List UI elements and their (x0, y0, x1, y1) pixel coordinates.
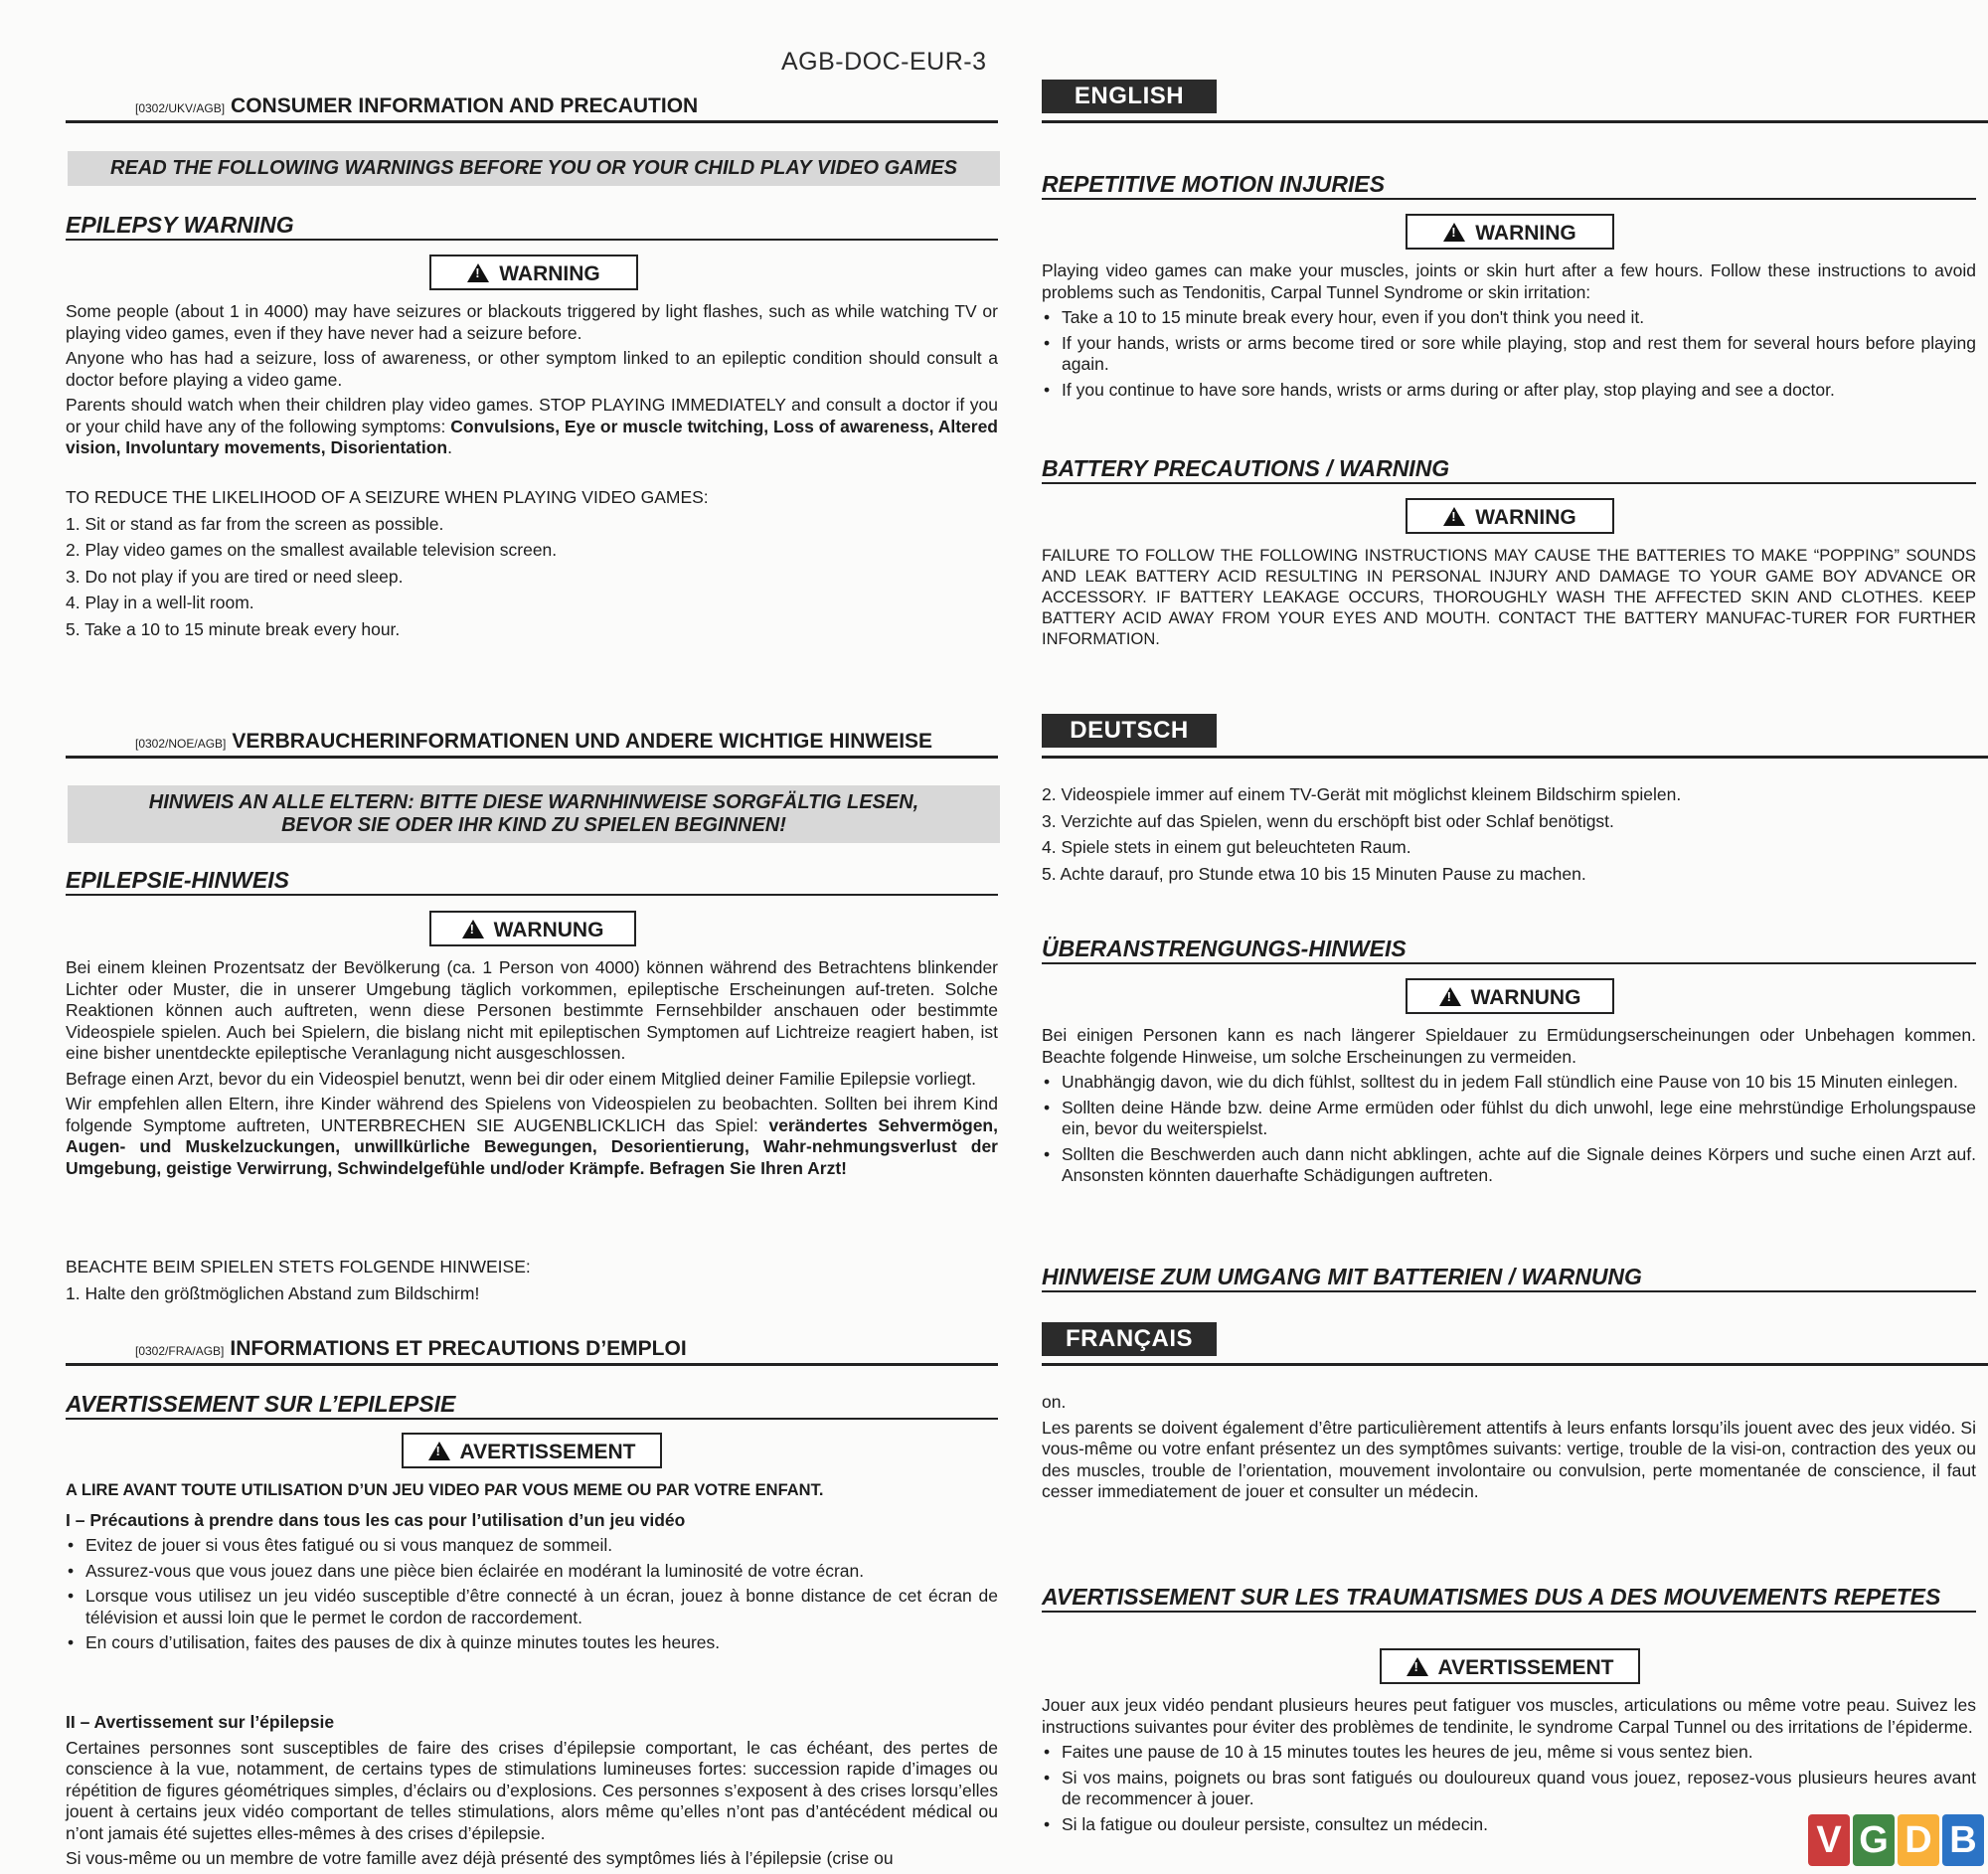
english-language-tag: ENGLISH (1042, 80, 1217, 113)
deutsch-epilepsy-text (66, 957, 998, 1183)
lire-avant-notice: A LIRE AVANT TOUTE UTILISATION D’UN JEU VIDEO PAR VOUS MEME OU PAR VOTRE ENFANT. (66, 1481, 824, 1499)
english-warning-banner: READ THE FOLLOWING WARNINGS BEFORE YOU OR YOUR CHILD PLAY VIDEO GAMES (68, 151, 1000, 186)
english-section-code: [0302/UKV/AGB] (135, 101, 226, 115)
francais-section-header (135, 1337, 687, 1361)
deutsch-section-header (135, 730, 932, 754)
traumatismes-avertissement-box (1380, 1648, 1640, 1684)
list-item: 5. Take a 10 to 15 minute break every hour. (66, 618, 401, 639)
strain-warnung-box (1406, 978, 1614, 1014)
list-item: • Evitez de jouer si vous êtes fatigué ou si vous manquez de sommeil. (66, 1535, 998, 1557)
english-section-title: CONSUMER INFORMATION AND PRECAUTION (231, 94, 699, 117)
warning-label: WARNING (499, 262, 600, 285)
watermark-letter: V (1808, 1814, 1850, 1866)
symptom-intro: Parents should watch when their children play video games. STOP PLAYING IMMEDIATELY and consult a doctor if you or your child have any of the following symptoms: (66, 395, 998, 436)
rmi-intro: Playing video games can make your muscles, joints or skin hurt after a few hours. Follow these instructions to avoid problems such as Tendonitis, Carpal Tunnel Syndrome or skin irritation: (1042, 260, 1976, 302)
deutsch-section-code: [0302/NOE/AGB] (135, 737, 227, 751)
strain-list (1042, 1072, 1976, 1187)
batterien-title: HINWEISE ZUM UMGANG MIT BATTERIEN / WARNUNG (1042, 1265, 1976, 1292)
seizure-reduction-heading: TO REDUCE THE LIKELIHOOD OF A SEIZURE WHEN PLAYING VIDEO GAMES: (66, 487, 709, 507)
part2-block (66, 1712, 998, 1874)
warning-icon (1443, 223, 1465, 242)
warning-icon (1407, 1657, 1428, 1676)
list-item: 3. Do not play if you are tired or need sleep. (66, 566, 404, 587)
english-tag-rule (1042, 120, 1988, 123)
symptom-list: Convulsions, Eye or muscle twitching, Loss of awareness, Altered vision, Involuntary movements, Disorientation (66, 416, 998, 457)
english-section-header (135, 94, 698, 118)
francais-right-text (1042, 1392, 1976, 1507)
francais-section-code: [0302/FRA/AGB] (135, 1344, 225, 1358)
continued-fragment: on. (1042, 1392, 1067, 1412)
francais-language-tag: FRANÇAIS (1042, 1322, 1217, 1356)
part1-title: I – Précautions à prendre dans tous les cas pour l’utilisation d’un jeu vidéo (66, 1509, 686, 1530)
epilepsie-warnung-box (429, 911, 636, 946)
seizure-reduction-list (66, 514, 998, 641)
list-item: 2. Play video games on the smallest available television screen. (66, 540, 558, 560)
beachte-heading: BEACHTE BEIM SPIELEN STETS FOLGENDE HINWEISE: (66, 1257, 531, 1277)
traumatismes-title: AVERTISSEMENT SUR LES TRAUMATISMES DUS A DES MOUVEMENTS REPETES (1042, 1585, 1976, 1613)
watermark-letter: G (1853, 1814, 1895, 1866)
avertissement-epilepsie-title: AVERTISSEMENT SUR L’EPILEPSIE (66, 1392, 998, 1420)
warning-icon (428, 1442, 450, 1460)
list-item: 1. Halte den größtmöglichen Abstand zum Bildschirm! (66, 1282, 480, 1303)
list-item: • Assurez-vous que vous jouez dans une pièce bien éclairée en modérant la luminosité de votre écran. (66, 1561, 998, 1583)
list-item: 4. Play in a well-lit room. (66, 593, 254, 612)
symptom-intro: Wir empfehlen allen Eltern, ihre Kinder während des Spielens von Videospielen zu beobachten. Sollten bei ihrem Kind folgende Symptome auftreten, UNTERBRECHEN SIE AUGENBLICKLICH das Spiel: (66, 1094, 998, 1135)
deutsch-tag-rule (1042, 756, 1988, 759)
list-item: • Take a 10 to 15 minute break every hour, even if you don't think you need it. (1042, 307, 1976, 329)
list-item: 4. Spiele stets in einem gut beleuchteten Raum. (1042, 837, 1411, 857)
list-item: • Unabhängig davon, wie du dich fühlst, solltest du in jedem Fall stündlich eine Pause von 10 bis 15 Minuten einlegen. (1042, 1072, 1976, 1094)
avertissement-box (402, 1433, 662, 1468)
battery-warning-box (1406, 498, 1614, 534)
beachte-list (66, 1283, 998, 1305)
warning-label: WARNING (1475, 506, 1576, 529)
banner-line: HINWEIS AN ALLE ELTERN: BITTE DIESE WARNHINWEISE SORGFÄLTIG LESEN, (148, 791, 919, 813)
beachte-list-continued (1042, 784, 1976, 890)
list-item: • If you continue to have sore hands, wrists or arms during or after play, stop playing and see a doctor. (1042, 380, 1976, 402)
part1-list (66, 1535, 998, 1654)
warning-label: AVERTISSEMENT (1437, 1656, 1614, 1679)
battery-precautions-title: BATTERY PRECAUTIONS / WARNING (1042, 456, 1976, 484)
warning-icon (1443, 507, 1465, 526)
warning-icon (1439, 987, 1461, 1006)
watermark-letter: D (1898, 1814, 1939, 1866)
warning-label: AVERTISSEMENT (459, 1441, 636, 1463)
watermark-letter: B (1942, 1814, 1984, 1866)
beachte-block (66, 1257, 998, 1309)
part2-cut-line: Si vous-même ou un membre de votre famille avez déjà présenté des symptômes liés à l’épilepsie (crise ou (66, 1848, 894, 1868)
strain-intro: Bei einigen Personen kann es nach längerer Spieldauer zu Ermüdungserscheinungen oder Unbehagen kommen. Beachte folgende Hinweise, um solche Erscheinungen zu vermeiden. (1042, 1025, 1976, 1067)
seizure-reduction-block (66, 487, 998, 645)
rmi-warning-box (1406, 214, 1614, 250)
francais-header-rule (66, 1363, 998, 1366)
list-item: • Si la fatigue ou douleur persiste, consultez un médecin. (1042, 1814, 1976, 1836)
list-item: 2. Videospiele immer auf einem TV-Gerät mit möglichst kleinem Bildschirm spielen. (1042, 784, 1682, 804)
warning-label: WARNUNG (493, 919, 604, 941)
vgdb-watermark-logo (1808, 1814, 1984, 1866)
list-item: • Si vos mains, poignets ou bras sont fatigués ou douloureux quand vous jouez, reposez-vous plusieurs heures avant de recommencer à jouer. (1042, 1768, 1976, 1810)
symptom-list: verändertes Sehvermögen, Augen- und Muskelzuckungen, unwillkürliche Bewegungen, Desorientierung, Wahr-nehmungsverlust der Umgebung, geistige Verwirrung, Schwindelgefühle und/oder Krämpfe. Befragen Sie Ihren Arzt! (66, 1114, 998, 1178)
list-item: • En cours d’utilisation, faites des pauses de dix à quinze minutes toutes les heures. (66, 1632, 998, 1654)
parents-paragraph: Les parents se doivent également d’être particulièrement attentifs à leurs enfants lorsqu’ils jouent avec des jeux vidéo. Si vous-même ou votre enfant présentez un des symptômes suivants: vertige, trouble de la visi-on, contraction des yeux ou des muscles, trouble de l’orientation, mouvement involontaire ou convulsion, perte momentanée de conscience, il faut cesser immediatement de jouer et consulter un médecin. (1042, 1417, 1976, 1501)
part2-title: II – Avertissement sur l’épilepsie (66, 1712, 335, 1732)
list-item: 3. Verzichte auf das Spielen, wenn du erschöpft bist oder Schlaf benötigst. (1042, 810, 1614, 831)
deutsch-warning-banner (68, 785, 1000, 843)
banner-line: BEVOR SIE ODER IHR KIND ZU SPIELEN BEGINNEN! (281, 814, 786, 836)
rmi-text (1042, 260, 1976, 405)
list-item: 1. Sit or stand as far from the screen as possible. (66, 513, 444, 534)
warning-icon (467, 263, 489, 282)
francais-epilepsy-text (66, 1480, 998, 1658)
list-item: • Sollten die Beschwerden auch dann nicht abklingen, achte auf die Signale deines Körpers und suche einen Arzt auf. Ansonsten könnten dauerhafte Schädigungen auftreten. (1042, 1144, 1976, 1187)
epilepsy-paragraph: Some people (about 1 in 4000) may have seizures or blackouts triggered by light flashes, such as while watching TV or playing video games, even if they have never had a seizure before. (66, 301, 998, 343)
rmi-list (1042, 307, 1976, 401)
list-item: • If your hands, wrists or arms become tired or sore while playing, stop and rest them for several hours before playing again. (1042, 333, 1976, 376)
epilepsy-paragraph: Bei einem kleinen Prozentsatz der Bevölkerung (ca. 1 Person von 4000) können während des Betrachtens blinkender Lichter oder Muster, die in unserer Umgebung täglich vorkommen, epileptische Erscheinungen auf-treten. Solche Reaktionen können auch auftreten, wenn diese Personen bestimmte Fernsehbilder anschauen oder bestimmte Videospiele spielen. Auch bei Spielern, die bislang nicht mit epileptischen Symptomen auf Lichtreize reagiert haben, ist eine bisher unentdeckte epileptische Veranlagung nicht ausgeschlossen. (66, 957, 998, 1063)
francais-section-title: INFORMATIONS ET PRECAUTIONS D’EMPLOI (230, 1337, 687, 1360)
epilepsy-paragraph (66, 1094, 998, 1179)
ueberanstrengungs-title: ÜBERANSTRENGUNGS-HINWEIS (1042, 937, 1976, 964)
english-header-rule (66, 120, 998, 123)
epilepsy-paragraph: Befrage einen Arzt, bevor du ein Videospiel benutzt, wenn bei dir oder einem Mitglied deiner Familie Epilepsie vorliegt. (66, 1068, 977, 1089)
part2-text: Certaines personnes sont susceptibles de faire des crises d’épilepsie comportant, le cas échéant, des pertes de conscience à la vue, notamment, de certains types de stimulations lumineuses fortes: succession rapide d’images ou répétition de figures géométriques simples, d’éclairs ou d’explosions. Ces personnes s’exposent à des crises lorsqu’elles jouent à certains jeux vidéo comportant de telles stimulations, alors même qu’elles n’ont pas d’antécédent médical ou n’ont jamais été sujettes elles-mêmes à des crises d’épilepsie. (66, 1737, 998, 1843)
english-epilepsy-text (66, 301, 998, 463)
strain-text (1042, 1025, 1976, 1191)
deutsch-header-rule (66, 756, 998, 759)
epilepsie-hinweis-title: EPILEPSIE-HINWEIS (66, 868, 998, 896)
list-item: • Faites une pause de 10 à 15 minutes toutes les heures de jeu, même si vous sentez bien. (1042, 1742, 1976, 1764)
warning-label: WARNING (1475, 222, 1576, 245)
warning-icon (462, 920, 484, 938)
epilepsy-warning-title: EPILEPSY WARNING (66, 213, 998, 241)
deutsch-language-tag: DEUTSCH (1042, 714, 1217, 748)
battery-warning-text: FAILURE TO FOLLOW THE FOLLOWING INSTRUCTIONS MAY CAUSE THE BATTERIES TO MAKE “POPPING” SOUNDS AND LEAK BATTERY ACID RESULTING IN PERSONAL INJURY AND DAMAGE TO YOUR GAME BOY ADVANCE OR ACCESSORY. IF BATTERY LEAKAGE OCCURS, THOROUGHLY WASH THE AFFECTED SKIN AND CLOTHES. KEEP BATTERY ACID AWAY FROM YOUR EYES AND MOUTH. CONTACT THE BATTERY MANUFAC-TURER FOR FURTHER INFORMATION. (1042, 547, 1976, 648)
epilepsy-paragraph: Parents should watch when their children play video games. STOP PLAYING IMMEDIATELY and consult a doctor if you or your child have any of the following symptoms: Convulsions, Eye or muscle twitching, Loss of awareness, Altered vision, Involuntary movements, Disorientation. (66, 395, 998, 457)
traumatismes-intro: Jouer aux jeux vidéo pendant plusieurs heures peut fatiguer vos muscles, articulations ou même votre peau. Suivez les instructions suivantes pour éviter des problèmes de tendinite, le syndrome Carpal Tunnel ou des irritations de l’épiderme. (1042, 1695, 1976, 1737)
list-item: • Lorsque vous utilisez un jeu vidéo susceptible d’être connecté à un écran, jouez à bonne distance de cet écran de télévision et aussi loin que le permet le cordon de raccordement. (66, 1586, 998, 1628)
document-code: AGB-DOC-EUR-3 (781, 48, 987, 76)
warning-label: WARNUNG (1470, 986, 1581, 1009)
repetitive-motion-title: REPETITIVE MOTION INJURIES (1042, 172, 1976, 200)
deutsch-section-title: VERBRAUCHERINFORMATIONEN UND ANDERE WICHTIGE HINWEISE (232, 730, 933, 753)
list-item: • Sollten deine Hände bzw. deine Arme ermüden oder fühlst du dich unwohl, lege eine mehrstündige Erholungspause ein, bevor du weiterspielst. (1042, 1098, 1976, 1140)
epilepsy-warning-box (429, 255, 638, 290)
epilepsy-paragraph: Anyone who has had a seizure, loss of awareness, or other symptom linked to an epileptic condition should consult a doctor before playing a video game. (66, 348, 998, 390)
francais-tag-rule (1042, 1363, 1988, 1366)
list-item: 5. Achte darauf, pro Stunde etwa 10 bis 15 Minuten Pause zu machen. (1042, 863, 1586, 884)
